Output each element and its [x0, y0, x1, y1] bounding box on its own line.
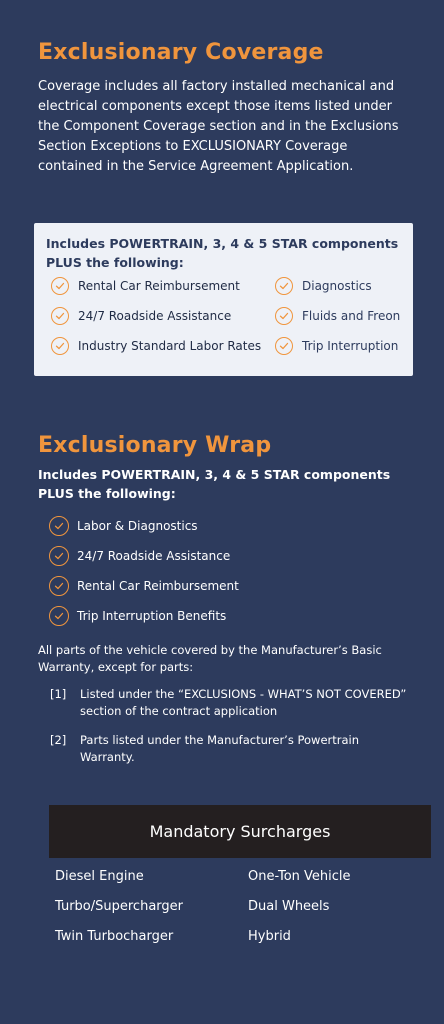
check-circle-icon [49, 606, 69, 626]
surcharge-item: Turbo/Supercharger [55, 899, 184, 914]
coverage-item-label: Industry Standard Labor Rates [78, 339, 262, 353]
coverage-item [51, 276, 275, 296]
surcharge-item: Diesel Engine [55, 869, 144, 884]
wrap-item [49, 545, 239, 567]
surcharge-item: Twin Turbocharger [55, 929, 174, 944]
wrap-item-label: Labor & Diagnostics [77, 519, 198, 533]
surcharges-title: Mandatory Surcharges [149, 822, 331, 841]
coverage-box-heading: Includes POWERTRAIN, 3, 4 & 5 STAR components PLUS the following: [46, 236, 399, 270]
coverage-item [51, 306, 275, 326]
item-number: [1] [50, 687, 67, 701]
surcharges-title-bar [49, 805, 431, 858]
exclusionary-wrap-title: Exclusionary Wrap [38, 433, 272, 458]
surcharge-item: Dual Wheels [248, 899, 330, 914]
check-circle-icon [51, 337, 69, 355]
check-circle-icon [275, 307, 293, 325]
coverage-item [51, 336, 275, 356]
coverage-item-label: Fluids and Freon [302, 309, 401, 323]
wrap-item-label: Rental Car Reimbursement [77, 579, 239, 593]
item-number: [2] [50, 733, 67, 747]
wrap-heading: Includes POWERTRAIN, 3, 4 & 5 STAR components PLUS the following: [38, 467, 391, 501]
coverage-item [275, 306, 405, 326]
check-circle-icon [275, 277, 293, 295]
wrap-item-label: 24/7 Roadside Assistance [77, 549, 231, 563]
wrap-item [49, 605, 239, 627]
coverage-intro: Coverage includes all factory installed mechanical and electrical components except those items listed under the Component Coverage section and in the Exclusions Section Exceptions to EXCLUSIONARY Coverage contained in the Service Agreement Application. [38, 79, 399, 174]
check-circle-icon [51, 277, 69, 295]
coverage-item-label: Rental Car Reimbursement [78, 279, 240, 293]
exclusionary-coverage-title: Exclusionary Coverage [38, 40, 324, 65]
parts-intro: All parts of the vehicle covered by the Manufacturer’s Basic Warranty, except for parts: [38, 643, 382, 674]
check-circle-icon [51, 307, 69, 325]
numbered-item [50, 732, 410, 766]
check-circle-icon [49, 546, 69, 566]
coverage-item-label: Trip Interruption [302, 339, 399, 353]
coverage-box [34, 223, 413, 376]
check-circle-icon [275, 337, 293, 355]
coverage-item [275, 276, 405, 296]
wrap-item [49, 575, 239, 597]
numbered-item [50, 686, 410, 720]
coverage-item [275, 336, 405, 356]
item-text: Listed under the “EXCLUSIONS - WHAT’S NOT COVERED” section of the contract application [80, 687, 407, 718]
item-text: Parts listed under the Manufacturer’s Powertrain Warranty. [80, 733, 360, 764]
wrap-item [49, 515, 239, 537]
check-circle-icon [49, 576, 69, 596]
coverage-item-label: 24/7 Roadside Assistance [78, 309, 232, 323]
coverage-item-label: Diagnostics [302, 279, 372, 293]
wrap-item-label: Trip Interruption Benefits [77, 609, 227, 623]
coverage-items [46, 276, 401, 356]
check-circle-icon [49, 516, 69, 536]
surcharge-item: Hybrid [248, 929, 291, 944]
surcharge-item: One-Ton Vehicle [248, 869, 351, 884]
wrap-items [49, 515, 239, 635]
